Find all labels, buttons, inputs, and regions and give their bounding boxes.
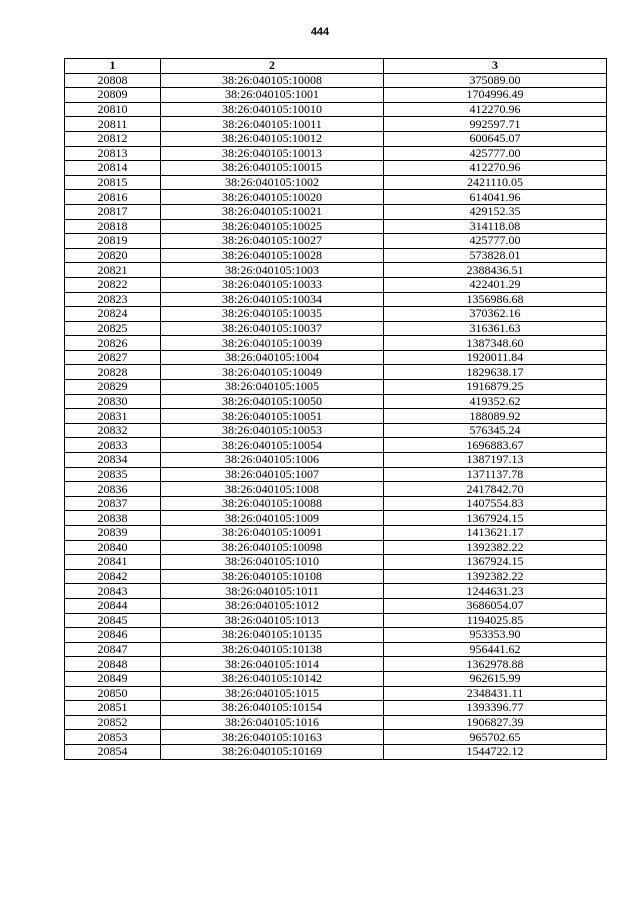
row-number-cell: 20850 [65,686,161,701]
row-number-cell: 20813 [65,146,161,161]
table-row [65,219,607,234]
row-number-cell: 20821 [65,263,161,278]
cadastral-number-cell: 38:26:040105:10138 [161,642,384,657]
row-number-cell: 20852 [65,715,161,730]
table-row [65,467,607,482]
row-number-cell: 20848 [65,657,161,672]
value-cell: 1194025.85 [384,613,607,628]
row-number-cell: 20833 [65,438,161,453]
row-number-cell: 20841 [65,555,161,570]
cadastral-number-cell: 38:26:040105:1015 [161,686,384,701]
row-number-cell: 20831 [65,409,161,424]
value-cell: 1387348.60 [384,336,607,351]
cadastral-number-cell: 38:26:040105:10088 [161,496,384,511]
row-number-cell: 20837 [65,496,161,511]
value-cell: 429152.35 [384,204,607,219]
value-cell: 422401.29 [384,277,607,292]
cadastral-number-cell: 38:26:040105:1002 [161,175,384,190]
row-number-cell: 20835 [65,467,161,482]
table-row [65,277,607,292]
cadastral-number-cell: 38:26:040105:10049 [161,365,384,380]
table-row [65,234,607,249]
table-row [65,204,607,219]
cadastral-number-cell: 38:26:040105:10098 [161,540,384,555]
cadastral-number-cell: 38:26:040105:10035 [161,307,384,322]
table-row [65,628,607,643]
value-cell: 1544722.12 [384,744,607,759]
table-row [65,263,607,278]
value-cell: 2421110.05 [384,175,607,190]
row-number-cell: 20843 [65,584,161,599]
table-row [65,380,607,395]
row-number-cell: 20827 [65,350,161,365]
table-row [65,715,607,730]
table-row [65,730,607,745]
cadastral-number-cell: 38:26:040105:10034 [161,292,384,307]
row-number-cell: 20814 [65,161,161,176]
table-row [65,584,607,599]
row-number-cell: 20825 [65,321,161,336]
value-cell: 600645.07 [384,131,607,146]
row-number-cell: 20834 [65,453,161,468]
row-number-cell: 20832 [65,423,161,438]
cadastral-number-cell: 38:26:040105:10039 [161,336,384,351]
table-row [65,642,607,657]
row-number-cell: 20853 [65,730,161,745]
table-row [65,190,607,205]
value-cell: 314118.08 [384,219,607,234]
cadastral-number-cell: 38:26:040105:10169 [161,744,384,759]
cadastral-number-cell: 38:26:040105:1001 [161,88,384,103]
value-cell: 412270.96 [384,161,607,176]
cadastral-number-cell: 38:26:040105:10008 [161,73,384,88]
row-number-cell: 20811 [65,117,161,132]
table-row [65,598,607,613]
value-cell: 1393396.77 [384,701,607,716]
table-row [65,321,607,336]
value-cell: 1920011.84 [384,350,607,365]
row-number-cell: 20810 [65,102,161,117]
table-row [65,73,607,88]
cadastral-number-cell: 38:26:040105:10053 [161,423,384,438]
cadastral-number-cell: 38:26:040105:1009 [161,511,384,526]
table-row [65,555,607,570]
cadastral-number-cell: 38:26:040105:1003 [161,263,384,278]
cadastral-number-cell: 38:26:040105:10015 [161,161,384,176]
table-row [65,350,607,365]
value-cell: 1367924.15 [384,555,607,570]
row-number-cell: 20840 [65,540,161,555]
value-cell: 370362.16 [384,307,607,322]
cadastral-number-cell: 38:26:040105:1008 [161,482,384,497]
cadastral-number-cell: 38:26:040105:10050 [161,394,384,409]
row-number-cell: 20847 [65,642,161,657]
cadastral-number-cell: 38:26:040105:10028 [161,248,384,263]
table-row [65,438,607,453]
row-number-cell: 20816 [65,190,161,205]
cadastral-number-cell: 38:26:040105:10020 [161,190,384,205]
cadastral-number-cell: 38:26:040105:1005 [161,380,384,395]
table-body [65,73,607,759]
row-number-cell: 20845 [65,613,161,628]
row-number-cell: 20828 [65,365,161,380]
cadastral-number-cell: 38:26:040105:10037 [161,321,384,336]
row-number-cell: 20822 [65,277,161,292]
row-number-cell: 20808 [65,73,161,88]
row-number-cell: 20818 [65,219,161,234]
cadastral-number-cell: 38:26:040105:1013 [161,613,384,628]
cadastral-number-cell: 38:26:040105:1004 [161,350,384,365]
cadastral-number-cell: 38:26:040105:1014 [161,657,384,672]
table-row [65,146,607,161]
value-cell: 1413621.17 [384,526,607,541]
table-row [65,175,607,190]
value-cell: 412270.96 [384,102,607,117]
table-row [65,117,607,132]
cadastral-number-cell: 38:26:040105:10154 [161,701,384,716]
column-header-3: 3 [384,59,607,74]
table-row [65,423,607,438]
table-row [65,394,607,409]
row-number-cell: 20851 [65,701,161,716]
value-cell: 1362978.88 [384,657,607,672]
row-number-cell: 20817 [65,204,161,219]
table-row [65,453,607,468]
table-row [65,102,607,117]
value-cell: 3686054.07 [384,598,607,613]
value-cell: 962615.99 [384,671,607,686]
cadastral-number-cell: 38:26:040105:1006 [161,453,384,468]
cadastral-number-cell: 38:26:040105:10051 [161,409,384,424]
row-number-cell: 20815 [65,175,161,190]
cadastral-number-cell: 38:26:040105:10011 [161,117,384,132]
cadastral-number-cell: 38:26:040105:1010 [161,555,384,570]
table-row [65,613,607,628]
value-cell: 1392382.22 [384,540,607,555]
header-row [65,59,607,74]
column-header-1: 1 [65,59,161,74]
cadastral-number-cell: 38:26:040105:10108 [161,569,384,584]
table-row [65,657,607,672]
value-cell: 188089.92 [384,409,607,424]
table-row [65,88,607,103]
cadastral-number-cell: 38:26:040105:10091 [161,526,384,541]
table-row [65,540,607,555]
value-cell: 1371137.78 [384,467,607,482]
cadastral-number-cell: 38:26:040105:1016 [161,715,384,730]
value-cell: 614041.96 [384,190,607,205]
table-row [65,701,607,716]
cadastral-number-cell: 38:26:040105:1012 [161,598,384,613]
value-cell: 992597.71 [384,117,607,132]
table-row [65,336,607,351]
value-cell: 1696883.67 [384,438,607,453]
value-cell: 1387197.13 [384,453,607,468]
row-number-cell: 20846 [65,628,161,643]
row-number-cell: 20824 [65,307,161,322]
cadastral-number-cell: 38:26:040105:1007 [161,467,384,482]
cadastral-number-cell: 38:26:040105:10025 [161,219,384,234]
cadastral-number-cell: 38:26:040105:10163 [161,730,384,745]
table-row [65,409,607,424]
value-cell: 375089.00 [384,73,607,88]
row-number-cell: 20838 [65,511,161,526]
cadastral-number-cell: 38:26:040105:10010 [161,102,384,117]
value-cell: 1916879.25 [384,380,607,395]
page-number: 444 [310,26,330,38]
row-number-cell: 20829 [65,380,161,395]
row-number-cell: 20826 [65,336,161,351]
table-row [65,511,607,526]
table-row [65,161,607,176]
cadastral-number-cell: 38:26:040105:10135 [161,628,384,643]
value-cell: 2417842.70 [384,482,607,497]
row-number-cell: 20842 [65,569,161,584]
cadastral-number-cell: 38:26:040105:10033 [161,277,384,292]
row-number-cell: 20836 [65,482,161,497]
table-row [65,569,607,584]
row-number-cell: 20830 [65,394,161,409]
row-number-cell: 20844 [65,598,161,613]
value-cell: 1244631.23 [384,584,607,599]
row-number-cell: 20812 [65,131,161,146]
data-table [64,58,607,760]
cadastral-number-cell: 38:26:040105:10054 [161,438,384,453]
cadastral-number-cell: 38:26:040105:10021 [161,204,384,219]
table-row [65,744,607,759]
value-cell: 576345.24 [384,423,607,438]
table-row [65,365,607,380]
value-cell: 1407554.83 [384,496,607,511]
table-row [65,526,607,541]
table-row [65,686,607,701]
value-cell: 425777.00 [384,146,607,161]
cadastral-number-cell: 38:26:040105:10013 [161,146,384,161]
value-cell: 956441.62 [384,642,607,657]
value-cell: 965702.65 [384,730,607,745]
row-number-cell: 20849 [65,671,161,686]
value-cell: 1356986.68 [384,292,607,307]
value-cell: 573828.01 [384,248,607,263]
value-cell: 1906827.39 [384,715,607,730]
value-cell: 1367924.15 [384,511,607,526]
row-number-cell: 20854 [65,744,161,759]
value-cell: 419352.62 [384,394,607,409]
table-row [65,248,607,263]
value-cell: 2348431.11 [384,686,607,701]
value-cell: 2388436.51 [384,263,607,278]
cadastral-number-cell: 38:26:040105:10027 [161,234,384,249]
value-cell: 1829638.17 [384,365,607,380]
cadastral-number-cell: 38:26:040105:1011 [161,584,384,599]
cadastral-number-cell: 38:26:040105:10142 [161,671,384,686]
value-cell: 1392382.22 [384,569,607,584]
cadastral-number-cell: 38:26:040105:10012 [161,131,384,146]
value-cell: 953353.90 [384,628,607,643]
row-number-cell: 20839 [65,526,161,541]
column-header-2: 2 [161,59,384,74]
table-row [65,496,607,511]
table-row [65,131,607,146]
table-row [65,671,607,686]
value-cell: 316361.63 [384,321,607,336]
row-number-cell: 20809 [65,88,161,103]
table-row [65,307,607,322]
value-cell: 425777.00 [384,234,607,249]
value-cell: 1704996.49 [384,88,607,103]
table-header [65,59,607,74]
row-number-cell: 20819 [65,234,161,249]
table-row [65,482,607,497]
row-number-cell: 20823 [65,292,161,307]
row-number-cell: 20820 [65,248,161,263]
table-row [65,292,607,307]
